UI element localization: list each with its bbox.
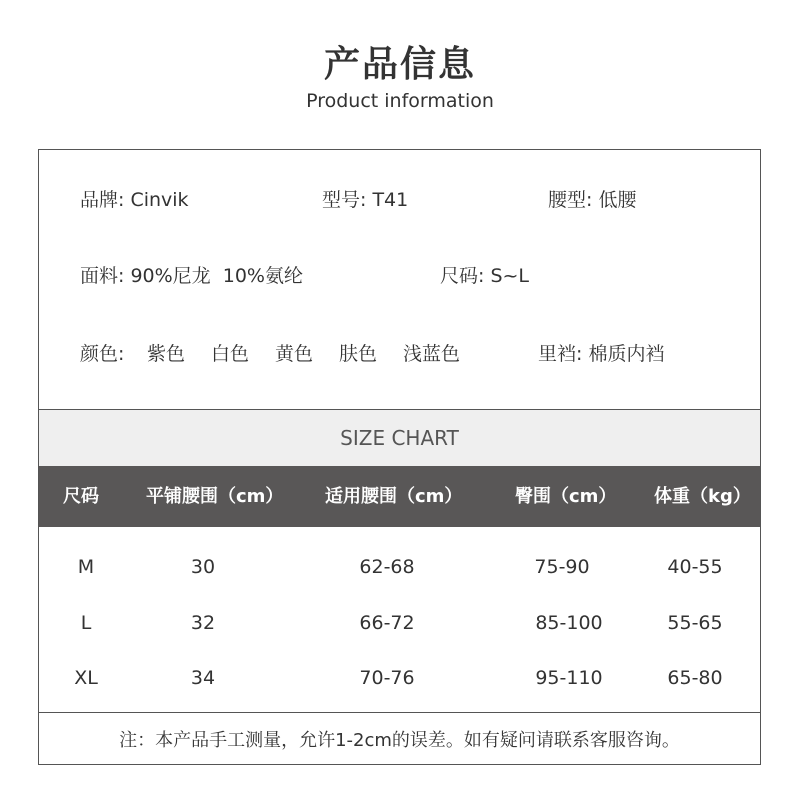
info-size: 尺码: S~L	[440, 265, 530, 287]
color-item: 白色	[211, 343, 250, 365]
column-header-size: 尺码	[63, 486, 99, 507]
table-cell-flat-waist: 32	[190, 612, 216, 634]
table-cell-size: M	[77, 556, 95, 578]
page-subtitle: Product information	[306, 90, 494, 112]
info-brand: 品牌: Cinvik	[80, 189, 189, 211]
table-cell-size: L	[80, 612, 92, 634]
column-header-weight: 体重（kg）	[654, 486, 751, 507]
table-cell-hip: 95-110	[535, 667, 603, 689]
size-chart-header	[39, 466, 760, 527]
table-cell-fit-waist: 70-76	[359, 667, 415, 689]
info-colors-label: 颜色:	[80, 343, 125, 365]
table-cell-hip: 85-100	[535, 612, 603, 634]
table-cell-flat-waist: 34	[190, 667, 216, 689]
table-cell-flat-waist: 30	[190, 556, 216, 578]
info-crotch: 里裆: 棉质内裆	[538, 343, 665, 365]
table-cell-fit-waist: 66-72	[359, 612, 415, 634]
info-waist-type: 腰型: 低腰	[548, 189, 637, 211]
column-header-flat-waist: 平铺腰围（cm）	[146, 486, 284, 507]
table-cell-weight: 40-55	[667, 556, 723, 578]
measurement-note: 注：本产品手工测量，允许1-2cm的误差。如有疑问请联系客服咨询。	[119, 730, 680, 751]
column-header-hip: 臀围（cm）	[515, 486, 617, 507]
info-fabric: 面料: 90%尼龙 10%氨纶	[80, 265, 303, 287]
size-chart-title: SIZE CHART	[39, 409, 760, 466]
table-cell-weight: 55-65	[667, 612, 723, 634]
color-item: 浅蓝色	[403, 343, 461, 365]
info-model: 型号: T41	[322, 189, 409, 211]
table-cell-size: XL	[74, 667, 98, 689]
table-cell-hip: 75-90	[534, 556, 590, 578]
table-cell-weight: 65-80	[667, 667, 723, 689]
color-item: 黄色	[275, 343, 314, 365]
product-info-frame	[38, 149, 761, 765]
color-item: 紫色	[147, 343, 186, 365]
page-title: 产品信息	[323, 44, 476, 85]
color-item: 肤色	[339, 343, 378, 365]
column-header-fit-waist: 适用腰围（cm）	[325, 486, 463, 507]
table-cell-fit-waist: 62-68	[359, 556, 415, 578]
